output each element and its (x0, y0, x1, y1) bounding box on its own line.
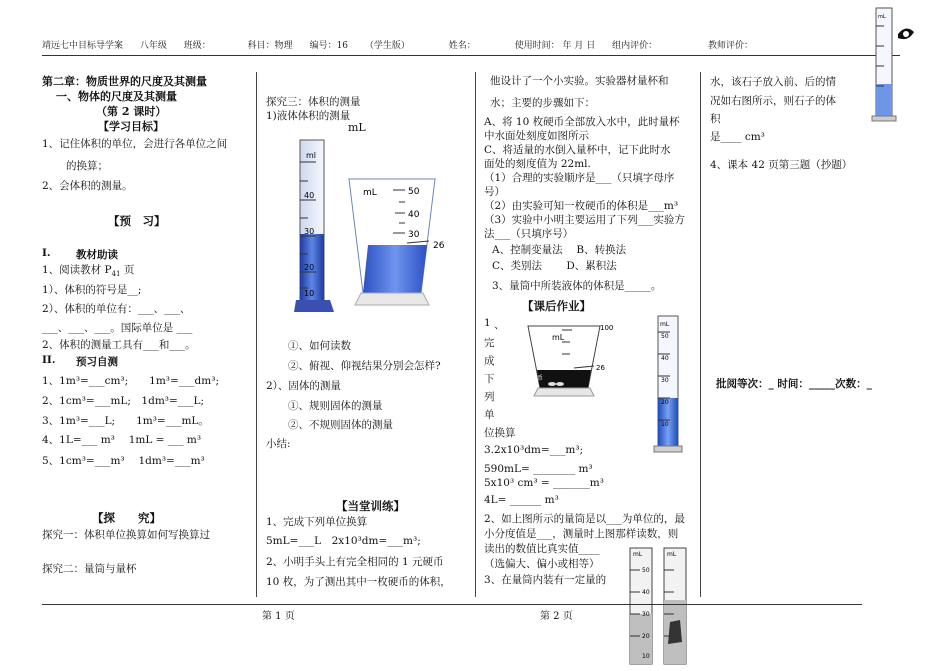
textbook-task: 4、课本 42 页第三题（抄题） (710, 159, 853, 171)
stone-cyl-tick-50: 50 (642, 567, 650, 574)
explore-title: 【探 究】 (92, 511, 161, 525)
lesson-title: （第 2 课时） (96, 105, 167, 118)
coin-label: 硬币 (531, 375, 544, 382)
stone-cyl-tick-20: 20 (642, 633, 650, 640)
exp-q4: 3、量筒中所装液体的体积是_____。 (492, 280, 662, 292)
part2-title: 预习自测 (76, 356, 118, 368)
hw-conv-3: 5x10³ cm³ = _______m³ (484, 477, 604, 489)
cyl-tick-40: 40 (304, 191, 315, 200)
exp-q2: （2）由实验可知一枚硬币的体积是___m³ (484, 200, 679, 212)
version: （学生版） (364, 41, 410, 51)
page-header (42, 38, 767, 51)
blue-cyl-tick-40: 40 (661, 355, 669, 362)
reading-q1: ①、如何读数 (288, 340, 351, 352)
hw1-c0: 1 (484, 317, 491, 329)
eye-cyl-unit: mL (878, 14, 886, 20)
hw-q2: 2、如上图所示的量筒是以___为单位的，最 (484, 513, 685, 525)
cyl-tick-20: 20 (304, 263, 315, 272)
hw1-c1: 、 (494, 319, 505, 331)
coin-cup-unit: mL (552, 333, 565, 342)
subject: 科目：物理 (247, 41, 293, 51)
preview-p3: 2）、体积的单位有：___、___、 (42, 303, 191, 315)
blue-cyl-unit: mL (660, 321, 670, 328)
name-label: 姓名： (448, 41, 476, 51)
chapter-title: 第二章：物质世界的尺度及其测量 (42, 75, 207, 88)
stone-cyl-tick-10: 10 (642, 653, 650, 660)
page-number-2: 第 2 页 (540, 611, 573, 622)
homework-title: 【课后作业】 (522, 299, 591, 313)
stone-cylinders-figure (624, 542, 694, 670)
hw-q2c: 读出的数值比真实值____ (484, 543, 600, 555)
goal-1b: 的换算； (66, 160, 108, 172)
cylinder-unit: mL (348, 121, 366, 134)
preview-p4: ___、___、___。国际单位是 ___ (42, 322, 193, 334)
classwork-title: 【当堂训练】 (336, 499, 405, 513)
graduated-cylinder-figure (294, 136, 338, 314)
stone-line-3: 积 (710, 113, 721, 125)
exp-q3: （3）实验中小明主要运用了下列___实验方 (484, 214, 685, 226)
hw-q2d: （选偏大、偏小或相等） (484, 558, 600, 570)
use-time: 使用时间： 年 月 日 (514, 41, 596, 51)
preview-p2: 1）、体积的符号是__; (42, 284, 142, 296)
hw-conv-2: 590mL= ________ m³ (484, 463, 593, 475)
stone-cyl-tick-40: 40 (642, 589, 650, 596)
hw1-c4: 下 (484, 373, 495, 385)
step-a2: 中水面处刻度如图所示 (484, 130, 589, 142)
explore-3: 探究三：体积的测量 (266, 96, 361, 108)
grading-line: 批阅等次：_ 时间：_____次数：_ (716, 378, 872, 390)
test-q2: 2、1cm³=___mL; 1dm³=___L; (42, 395, 205, 407)
hw-q3: 3、在量筒内装有一定量的 (484, 574, 607, 586)
stone-cyl-tick-30: 30 (642, 611, 650, 618)
reading-q2: ②、俯视、仰视结果分别会怎样? (288, 360, 441, 372)
blue-cyl-tick-50: 50 (661, 333, 669, 340)
footer-rule (42, 604, 862, 605)
test-q5: 5、1cm³=___m³ 1dm³=___m³ (42, 455, 205, 467)
grade: 八年级 (139, 41, 167, 51)
preview-p5: 2、体积的测量工具有___和___。 (42, 339, 196, 351)
stone-cyl-b-unit: mL (667, 551, 677, 558)
column-divider-2 (475, 72, 476, 597)
cyl-tick-10: 10 (304, 289, 315, 298)
blue-cyl-tick-30: 30 (661, 377, 669, 384)
stone-cyl-a-unit: mL (633, 551, 643, 558)
cyl-tick-ml: ml (306, 151, 317, 160)
solid-regular: ①、规则固体的测量 (288, 400, 383, 412)
stone-line-4: 是____ cm³ (710, 131, 765, 143)
step-c2: 面处的刻度值为 22ml. (484, 158, 591, 170)
blue-cylinder-figure (650, 312, 690, 454)
eye-cylinder-figure (868, 4, 916, 124)
part2-label: II. (42, 354, 56, 366)
preview-p1: 1、阅读教材 $P_{41}$ 页 (42, 264, 135, 279)
cup-tick-50: 50 (408, 187, 420, 197)
classwork-2: 2、小明手头上有完全相同的 1 元硬币 (266, 556, 444, 568)
hw1-c3: 成 (484, 355, 495, 367)
blue-cyl-tick-20: 20 (661, 399, 669, 406)
explore-3a: 1)液体体积的测量 (266, 110, 351, 122)
blue-cyl-tick-10: 10 (661, 421, 669, 428)
goals-title: 【学习目标】 (98, 120, 164, 133)
classwork-1: 1、完成下列单位换算 (266, 516, 368, 528)
class-label: 班级： (183, 41, 211, 51)
step-a: A、将 10 枚硬币全部放入水中，此时量杯 (484, 116, 680, 128)
classwork-1a: 5mL=___L 2x10³dm=___m³; (266, 535, 421, 547)
stone-line-2: 况如右图所示，则石子的体 (710, 95, 836, 107)
cyl-tick-30: 30 (304, 227, 315, 236)
solid-irregular: ②、不规则固体的测量 (288, 419, 393, 431)
measuring-cup-figure (345, 175, 453, 311)
cup-tick-30: 30 (408, 230, 420, 240)
header-rule (42, 55, 900, 56)
test-q1: 1、1m³=___cm³; 1m³=___dm³; (42, 375, 219, 387)
column-divider-1 (256, 72, 257, 597)
coin-cup-tick-26: 26 (596, 364, 605, 372)
exp-line-2: 水；主要的步骤如下： (490, 97, 595, 109)
hw1-c7: 位换算 (484, 427, 516, 439)
cup-tick-26: 26 (433, 241, 445, 251)
summary-label: 小结: (266, 438, 291, 450)
exp-q3b: 法___（只填序号） (484, 228, 574, 240)
classwork-2b: 10 枚，为了测出其中一枚硬币的体积， (266, 576, 451, 588)
number: 编号：16 (309, 41, 349, 51)
teacher-eval: 教师评价： (708, 41, 754, 51)
exp-q1: （1）合理的实验顺序是___（只填字母序 (484, 172, 675, 184)
option-line-2: C、类别法 D、累积法 (492, 260, 617, 272)
coin-cup-figure (522, 322, 618, 406)
hw-conv-4: 4L= ______ m³ (484, 494, 559, 506)
hw-conv-1: 3.2x10³dm=___m³; (484, 444, 584, 456)
group-eval: 组内评价： (612, 41, 658, 51)
cup-unit: mL (363, 188, 377, 198)
test-q4: 4、1L=___ m³ 1mL = ___ m³ (42, 434, 202, 446)
exp-line-1: 他设计了一个小实验。实验器材量杯和 (490, 75, 669, 87)
step-c: C、将适量的水倒入量杯中，记下此时水 (484, 144, 671, 156)
goal-1: 1、记住体积的单位，会进行各单位之间 (42, 138, 228, 150)
cup-tick-40: 40 (408, 210, 420, 220)
hw1-c2: 完 (484, 337, 495, 349)
coin-cup-tick-100: 100 (600, 324, 614, 332)
test-q3: 3、1m³=___L; 1m³=___mL。 (42, 415, 209, 427)
solid-measure: 2）、固体的测量 (266, 380, 341, 392)
page-number-1: 第 1 页 (262, 611, 295, 622)
goal-2: 2、会体积的测量。 (42, 180, 133, 192)
hw1-c5: 列 (484, 391, 495, 403)
part1-label: I. (42, 247, 51, 259)
explore-1: 探究一：体积单位换算如何写换算过 (42, 529, 210, 541)
section-title: 一、物体的尺度及其测量 (56, 90, 177, 103)
hw-q2b: 小分度值是___，测量时上图那样读数，则 (484, 528, 679, 540)
explore-2: 探究二：量筒与量杯 (42, 563, 137, 575)
column-divider-3 (700, 72, 701, 597)
exp-q1b: 号） (484, 186, 505, 198)
eye-icon (898, 28, 914, 39)
stone-line-1: 水，该石子放入前、后的情 (710, 76, 836, 88)
option-line-1: A、控制变量法 B、转换法 (492, 244, 627, 256)
hw1-c6: 单 (484, 409, 495, 421)
preview-title: 【预 习】 (108, 214, 166, 228)
part1-title: 教材助读 (76, 249, 118, 261)
school-name: 靖远七中目标导学案 (42, 41, 124, 51)
